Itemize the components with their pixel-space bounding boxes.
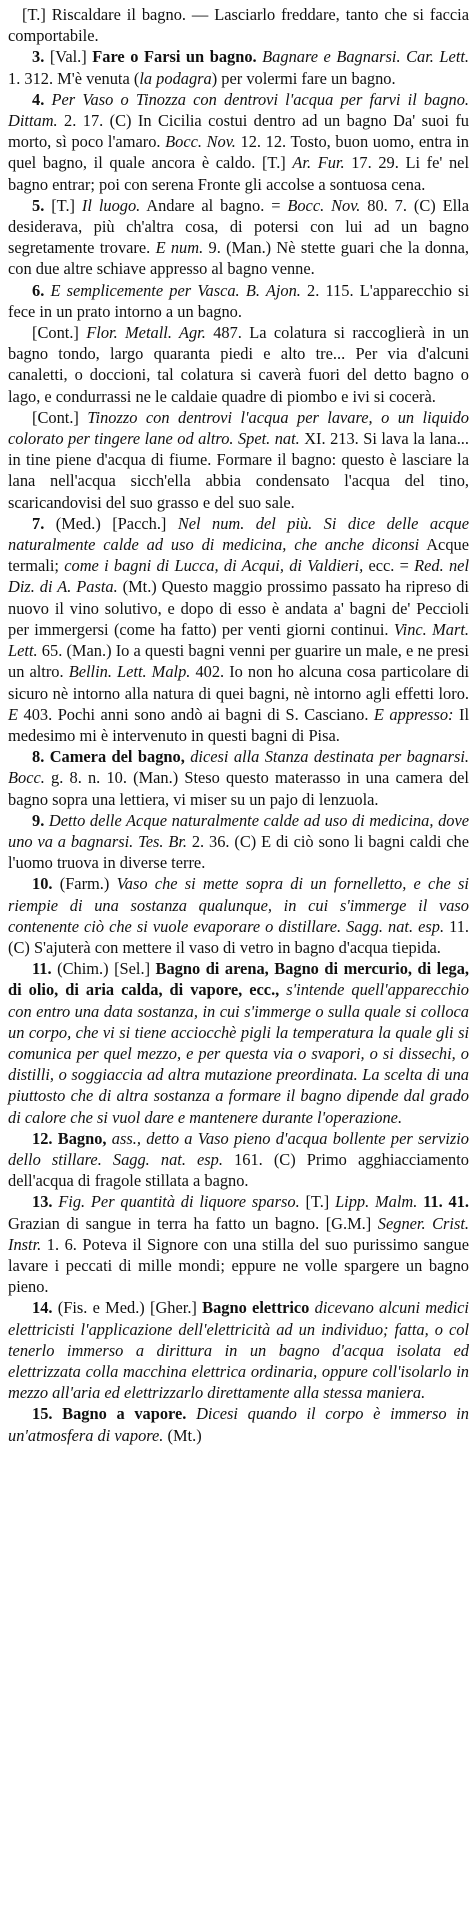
- text-run: (Farm.): [59, 874, 117, 894]
- dictionary-entry-paragraph: [8, 810, 469, 874]
- text-run: 1. 312. M'è venuta (: [8, 68, 140, 88]
- text-run: 2. 17. (C) In Cicilia costui dentro ad un bagno Da' suoi fu morto, sì poco l'amaro.: [8, 111, 469, 152]
- bold-run: 12.: [32, 1128, 58, 1148]
- text-run: [T.]: [51, 195, 82, 215]
- bold-run: Bagno,: [57, 1128, 107, 1148]
- italic-run: Car. Lett.: [400, 47, 470, 67]
- text-run: 12. 12. Tosto, buon uomo, entra in quel bagno, il quale ancora è caldo. [T.]: [8, 132, 469, 173]
- italic-run: Bocc. Nov.: [165, 132, 236, 152]
- text-run: [Cont.]: [32, 323, 87, 343]
- text-run: Andare al bagno. =: [140, 195, 288, 215]
- dictionary-entry-paragraph: [8, 322, 469, 407]
- dictionary-entry-paragraph: [8, 4, 469, 46]
- text-run: g. 8. n. 10. (Man.) Steso questo materasso in una camera del bagno sopra una lettiera, vi miser su un pajo di lenzuola.: [8, 768, 469, 809]
- text-run: 2. 36. (C) E di ciò sono li bagni caldi che l'uomo truova in diverse terre.: [8, 831, 469, 873]
- text-run: (Chim.) [Sel.]: [57, 959, 156, 979]
- dictionary-entry-paragraph: [8, 280, 469, 322]
- text-run: 402. Io non ho alcuna cosa particolare di sicuro nè intorno alla natura di quei bagni, nè intorno agli effetti loro.: [8, 662, 469, 703]
- italic-run: Dicesi quando il corpo è immerso in un'atmosfera di vapore.: [8, 1404, 469, 1445]
- dictionary-entry-paragraph: [8, 513, 469, 746]
- italic-run: Per Vaso o Tinozza con dentrovi l'acqua per farvi il bagno. Dittam.: [8, 89, 469, 131]
- italic-run: Segner. Crist. Instr.: [8, 1213, 470, 1254]
- text-run: Acque termali;: [8, 535, 469, 576]
- italic-run: bagni di Lucca, di Acqui, di Valdieri,: [108, 556, 369, 576]
- text-run: Il medesimo mi è intervenuto in questi bagni di Pisa.: [8, 704, 469, 745]
- bold-run: 14.: [32, 1298, 58, 1318]
- dictionary-entry-paragraph: [8, 1403, 469, 1445]
- bold-run: 15.: [32, 1404, 63, 1424]
- dictionary-entry-paragraph: [8, 746, 469, 810]
- bold-run: 5.: [32, 195, 52, 215]
- text-run: 2. 115. L'apparecchio si fece in un prato intorno a un bagno.: [8, 280, 469, 321]
- text-run: ecc. =: [368, 556, 415, 576]
- bold-run: Camera del bagno,: [49, 747, 185, 767]
- text-run: (Med.) [Pacch.]: [55, 513, 178, 533]
- italic-run: Il luogo.: [81, 195, 141, 215]
- dictionary-entry-paragraph: [8, 89, 469, 195]
- italic-run: E semplicemente per Vasca. B. Ajon.: [50, 280, 301, 300]
- text-run: 80. 7. (C) Ella desiderava, più ch'altra cosa, di potersi con lui ad un bagno segretamente trovare.: [8, 195, 470, 258]
- bold-run: 6.: [32, 280, 51, 300]
- italic-run: E appresso:: [373, 704, 454, 724]
- dictionary-entry-paragraph: [8, 1128, 469, 1192]
- text-run: 403. Pochi anni sono andò ai bagni di S. Casciano.: [18, 704, 374, 724]
- text-run: Grazian di sangue in terra ha fatto un bagno. [G.M.]: [8, 1213, 378, 1233]
- italic-run: Bocc. Nov.: [287, 195, 361, 215]
- dictionary-entry-paragraph: [8, 1191, 469, 1297]
- bold-run: Bagno di arena, Bagno di mercurio, di lega, di olio, di aria calda, di vapore, ecc.,: [8, 959, 469, 1000]
- bold-run: 9.: [32, 810, 49, 830]
- text-run: (Mt.) Questo maggio prossimo passato ha ripreso di nuovo il vino solutivo, e dopo di esso è andata a' bagni de' Peccioli per immergersi (come ha fatto) per venti giorni continui.: [8, 577, 469, 639]
- bold-run: 4.: [32, 89, 52, 109]
- italic-run: Tinozzo con dentrovi l'acqua per lavare, o un liquido colorato per tingere lane od altro. Spet. nat.: [8, 407, 469, 449]
- bold-run: 3.: [32, 47, 50, 67]
- dictionary-entry-paragraph: [8, 195, 469, 280]
- bold-run: 10.: [32, 874, 60, 894]
- text-run: XI. 213. Si lava la lana... in tine piene d'acqua di fiume. Formare il bagno: questo è lasciare la lana nell'acqua sicch'ella abbia condensato l'acqua del tino, scaricandovisi del suo grasso e del suo sale.: [8, 429, 469, 512]
- italic-run: Lipp. Malm.: [335, 1192, 418, 1212]
- italic-run: Red. nel Diz. di A. Pasta.: [8, 556, 469, 597]
- text-run: [T.]: [299, 1192, 336, 1212]
- text-run: 17. 29. Li fe' nel bagno entrar; poi con serena Fronte gli accolse a sontuosa cena.: [8, 153, 469, 194]
- italic-run: la podagra: [139, 68, 212, 88]
- italic-run: Vinc. Mart. Lett.: [8, 619, 469, 661]
- text-run: 65. (Man.) Io a questi bagni venni per guarire un male, e ne presi un altro.: [8, 641, 469, 682]
- italic-run: ass., detto a Vaso pieno d'acqua bollente per servizio dello stillare. Sagg. nat. esp.: [8, 1128, 469, 1169]
- dictionary-entry-paragraph: [8, 407, 469, 513]
- text-run: [T.] Riscaldare il bagno. — Lasciarlo freddare, tanto che si faccia comportabile.: [8, 5, 469, 46]
- italic-run: dicesi alla Stanza destinata per bagnarsi. Bocc.: [8, 747, 469, 788]
- text-run: 1. 6. Poteva il Signore con una stilla del suo purissimo sangue lavare i peccati di mille mondi; eppure ne volle spargere un bagno pieno.: [8, 1234, 469, 1297]
- bold-run: 11. 41.: [417, 1192, 469, 1212]
- italic-run: E num.: [155, 238, 204, 258]
- italic-run: dicevano alcuni medici elettricisti l'applicazione dell'elettricità ad un individuo; fatta, o col tenerlo immerso a dirittura in un bagno d'acqua isolata ed elettrizzata colla macchina elettrica ordinaria, oppure coll'isolarlo in mezzo all'aria ed elettrizzarlo direttamente alla stessa maniera.: [8, 1298, 469, 1403]
- italic-run: Vaso che si mette sopra di un fornelletto, e che si riempie di una sostanza qualunque, in cui s'immerge il vaso contenente ciò che si vuole evaporare o distillare. Sagg. nat. esp.: [8, 874, 469, 936]
- bold-run: Fare o Farsi un bagno.: [92, 47, 257, 67]
- text-run: ) per volermi fare un bagno.: [211, 68, 396, 88]
- dictionary-entry-paragraph: [8, 1297, 469, 1403]
- dictionary-entry-paragraph: [8, 958, 469, 1128]
- dictionary-entry-paragraph: [8, 46, 469, 88]
- text-run: 11. (C) S'ajuterà con mettere il vaso di vetro in bagno d'acqua tiepida.: [8, 916, 469, 957]
- italic-run: s'intende quell'apparecchio con entro una data sostanza, in cui s'immerge o sulla quale si colloca un corpo, che vi si tiene acciocchè pigli la temperatura la quale gli si comunica per quel mezzo, e per questa via o svapori, o si dissechi, o distilli, o soggiaccia ad altra mutazione preordinata. La scelta di una piuttosto che di altra sostanza a formare il bagno dipende dal grado di calore che si vuol dare e mantenere durante l'operazione.: [8, 980, 469, 1127]
- bold-run: 7.: [32, 513, 56, 533]
- italic-run: Ar. Fur.: [292, 153, 345, 173]
- italic-run: come i: [64, 556, 109, 576]
- italic-run: Nel num. del più. Si dice delle acque naturalmente calde ad uso di medicina, che anche diconsi: [8, 513, 470, 555]
- italic-run: Detto delle Acque naturalmente calde ad uso di medicina, dove uno va a bagnarsi. Tes. Br.: [8, 810, 470, 851]
- text-run: 9. (Man.) Nè stette guari che la donna, con due altre schiave appresso al bagno venne.: [8, 238, 469, 279]
- bold-run: 13.: [32, 1192, 59, 1212]
- bold-run: 8.: [32, 747, 50, 767]
- italic-run: Fig. Per quantità di liquore sparso.: [58, 1192, 300, 1212]
- italic-run: Bellin. Lett. Malp.: [68, 662, 191, 682]
- italic-run: Bagnare e Bagnarsi.: [256, 47, 401, 67]
- text-run: (Mt.): [163, 1425, 202, 1445]
- text-run: (Fis. e Med.) [Gher.]: [57, 1298, 203, 1318]
- italic-run: E: [8, 704, 19, 724]
- text-run: 487. La colatura si raccoglierà in un bagno tondo, largo quaranta piedi e alto tre... Per via d'alcuni canaletti, o doccioni, tal colatura si caverà fuori del detto bagno o lago, e condurrassi ne le caldaie quadre di piombo e ivi si cocerà.: [8, 323, 469, 406]
- italic-run: Flor. Metall. Agr.: [86, 323, 206, 343]
- text-run: [Val.]: [49, 47, 93, 67]
- text-run: [Cont.]: [32, 407, 88, 427]
- bold-run: Bagno a vapore.: [62, 1404, 187, 1424]
- bold-run: 11.: [32, 959, 58, 979]
- text-run: 161. (C) Primo agghiacciamento dell'acqua di fragole stillata a bagno.: [8, 1149, 469, 1191]
- dictionary-entry-paragraph: [8, 873, 469, 958]
- bold-run: Bagno elettrico: [202, 1298, 310, 1318]
